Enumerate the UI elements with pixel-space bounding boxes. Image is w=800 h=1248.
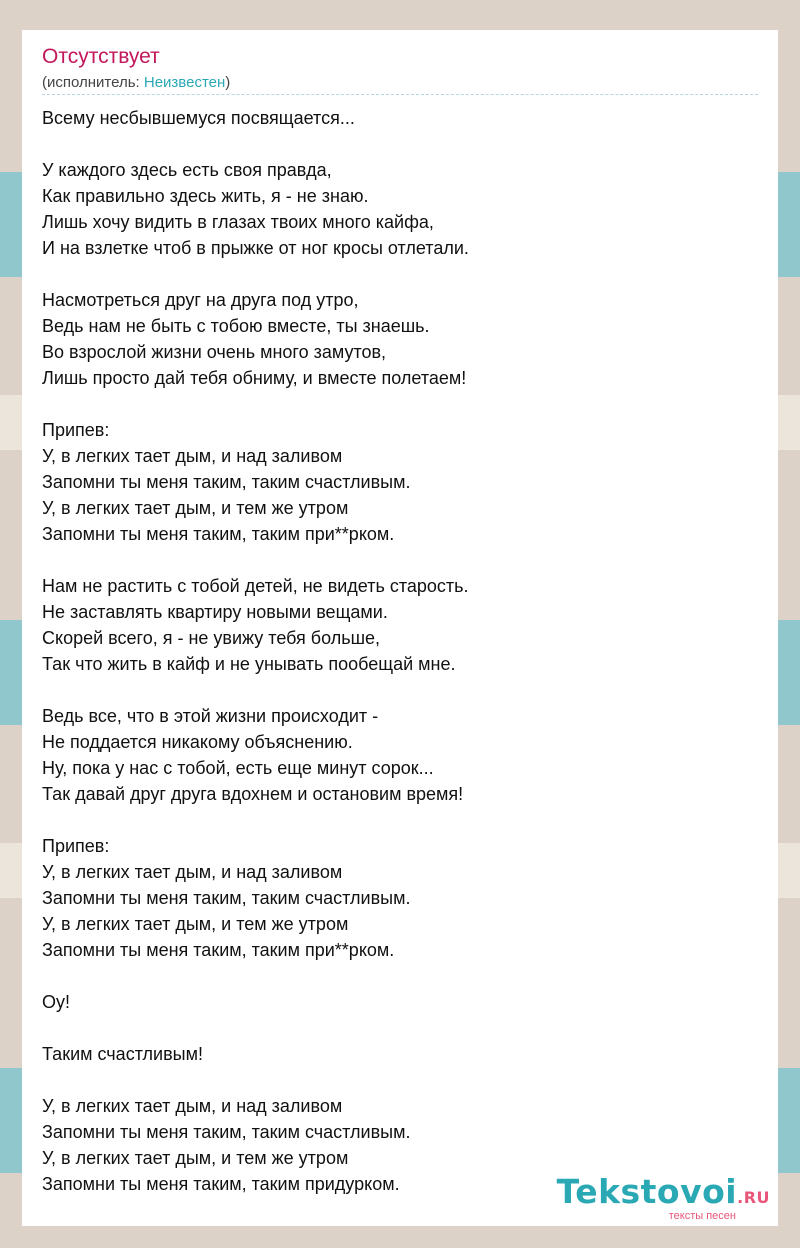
lyric-line: У, в легких тает дым, и тем же утром — [42, 914, 349, 934]
lyric-line: Не поддается никакому объяснению. — [42, 732, 353, 752]
lyric-line: Запомни ты меня таким, таким счастливым. — [42, 1122, 411, 1142]
lyric-blank-line — [42, 131, 758, 157]
lyric-line: Как правильно здесь жить, я - не знаю. — [42, 186, 369, 206]
divider — [42, 94, 758, 95]
lyric-line: Насмотреться друг на друга под утро, — [42, 290, 359, 310]
lyric-line: У, в легких тает дым, и над заливом — [42, 862, 343, 882]
song-artist-line — [42, 74, 230, 91]
lyric-line: У, в легких тает дым, и тем же утром — [42, 1148, 349, 1168]
lyric-line: У, в легких тает дым, и тем же утром — [42, 498, 349, 518]
lyric-line: Скорей всего, я - не увижу тебя больше, — [42, 628, 381, 648]
lyric-blank-line — [42, 391, 758, 417]
lyric-line: Не заставлять квартиру новыми вещами. — [42, 602, 388, 622]
artist-prefix: (исполнитель: — [42, 74, 144, 91]
lyric-line: Так давай друг друга вдохнем и остановим время! — [42, 784, 464, 804]
logo-tagline: тексты песен — [668, 1210, 736, 1222]
lyric-line: Припев: — [42, 836, 110, 856]
lyric-line: У, в легких тает дым, и над заливом — [42, 446, 343, 466]
lyric-blank-line — [42, 677, 758, 703]
lyric-blank-line — [42, 963, 758, 989]
lyric-line: Лишь хочу видить в глазах твоих много кайфа, — [42, 212, 434, 232]
lyric-blank-line — [42, 261, 758, 287]
lyric-line: И на взлетке чтоб в прыжке от ног кросы отлетали. — [42, 238, 469, 258]
lyric-line: У, в легких тает дым, и над заливом — [42, 1096, 343, 1116]
lyric-blank-line — [42, 547, 758, 573]
lyric-line: Припев: — [42, 420, 110, 440]
lyric-line: Запомни ты меня таким, таким счастливым. — [42, 888, 411, 908]
lyric-line: Во взрослой жизни очень много замутов, — [42, 342, 387, 362]
lyric-line: Таким счастливым! — [42, 1044, 203, 1064]
site-logo[interactable] — [557, 1174, 770, 1222]
artist-link[interactable]: Неизвестен — [143, 74, 226, 91]
lyric-line: У каждого здесь есть своя правда, — [42, 160, 332, 180]
lyrics-text — [42, 105, 758, 1197]
logo-tld: .RU — [737, 1188, 770, 1207]
artist-suffix: ) — [225, 74, 231, 91]
lyric-line: Ведь все, что в этой жизни происходит - — [42, 706, 379, 726]
lyric-blank-line — [42, 1067, 758, 1093]
lyric-blank-line — [42, 1015, 758, 1041]
lyric-line: Запомни ты меня таким, таким придурком. — [42, 1174, 400, 1194]
lyrics-card — [22, 30, 778, 1226]
lyric-line: Запомни ты меня таким, таким счастливым. — [42, 472, 411, 492]
lyric-line: Ведь нам не быть с тобою вместе, ты знаешь. — [42, 316, 430, 336]
lyric-line: Запомни ты меня таким, таким при**рком. — [42, 524, 395, 544]
lyric-line: Запомни ты меня таким, таким при**рком. — [42, 940, 395, 960]
logo-name: Tekstovoi — [556, 1172, 738, 1211]
lyric-line: Лишь просто дай тебя обниму, и вместе полетаем! — [42, 368, 467, 388]
lyric-blank-line — [42, 807, 758, 833]
lyric-line: Ну, пока у нас с тобой, есть еще минут сорок... — [42, 758, 434, 778]
lyric-line: Всему несбывшемуся посвящается... — [42, 108, 355, 128]
lyric-line: Оу! — [42, 992, 71, 1012]
lyric-line: Нам не растить с тобой детей, не видеть старость. — [42, 576, 469, 596]
lyric-line: Так что жить в кайф и не унывать пообещай мне. — [42, 654, 456, 674]
song-title: Отсутствует — [42, 45, 160, 68]
